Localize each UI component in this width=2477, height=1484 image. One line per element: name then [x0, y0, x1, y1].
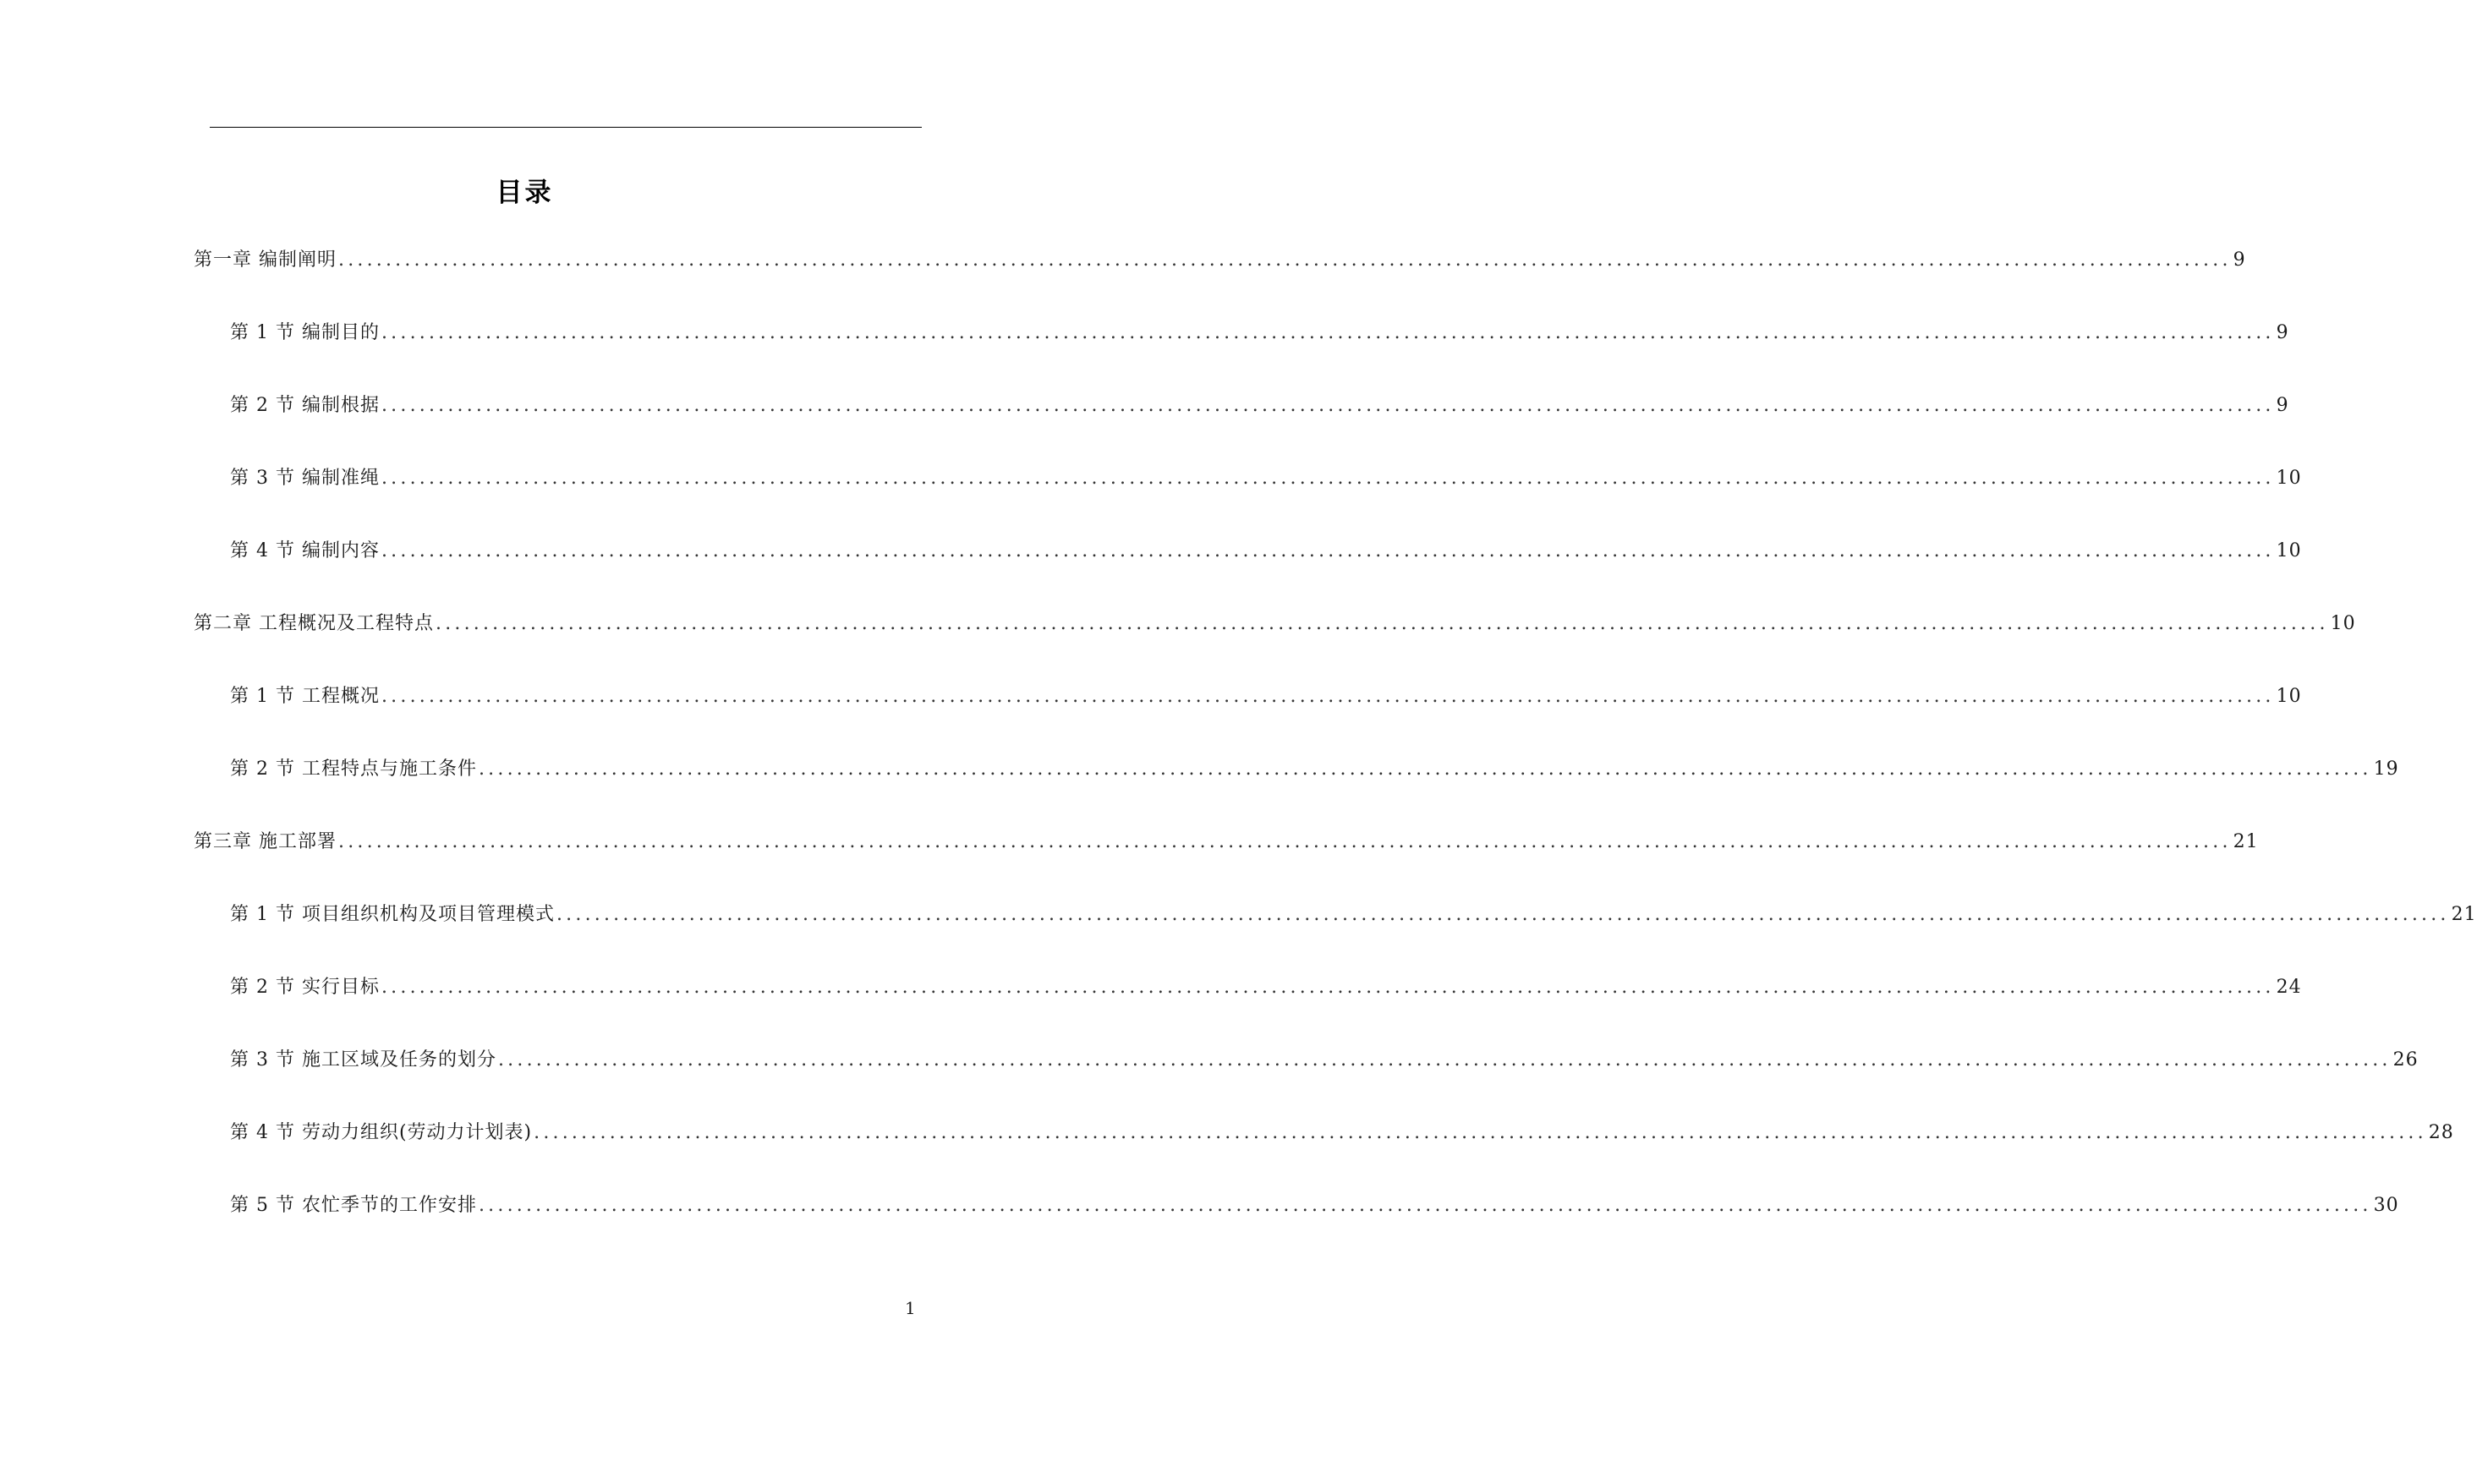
toc-entry-label: 第 2 节 编制根据	[230, 395, 380, 416]
toc-entry-page: 26	[2392, 1049, 2419, 1071]
toc-entry[interactable]	[230, 898, 2477, 932]
toc-entry-page: 9	[2276, 322, 2289, 343]
toc-entry[interactable]	[230, 753, 2399, 786]
toc-dot-leader: ........................................................................................................................................................................................................	[381, 540, 2275, 561]
toc-entry[interactable]	[230, 680, 2302, 714]
toc-entry-page: 30	[2373, 1195, 2399, 1216]
toc-entry-page: 10	[2276, 468, 2302, 489]
toc-entry-page: 10	[2276, 686, 2302, 707]
toc-entry[interactable]	[230, 534, 2302, 568]
toc-entry-page: 24	[2276, 977, 2302, 998]
toc-entry-label: 第 1 节 项目组织机构及项目管理模式	[230, 904, 555, 925]
toc-entry-label: 第 4 节 编制内容	[230, 540, 380, 561]
toc-entry-label: 第 3 节 施工区域及任务的划分	[230, 1049, 496, 1071]
toc-entry-label: 第三章 施工部署	[194, 831, 337, 852]
toc-entry-page: 10	[2330, 613, 2356, 634]
toc-dot-leader: ........................................................................................................................................................................................................	[338, 249, 2232, 271]
toc-entry[interactable]	[230, 389, 2289, 423]
toc-entry-label: 第 5 节 农忙季节的工作安排	[230, 1195, 477, 1216]
toc-entry[interactable]	[230, 971, 2302, 1005]
toc-entry-page: 21	[2451, 904, 2477, 925]
toc-entry-page: 19	[2373, 758, 2399, 780]
toc-dot-leader: ........................................................................................................................................................................................................	[381, 395, 2275, 416]
toc-title: 目录	[496, 178, 554, 208]
toc-entry-page: 28	[2428, 1122, 2454, 1143]
toc-entry[interactable]	[194, 825, 2259, 859]
toc-entry-label: 第 1 节 编制目的	[230, 322, 380, 343]
toc-dot-leader: ........................................................................................................................................................................................................	[497, 1049, 2392, 1071]
toc-entry-page: 21	[2233, 831, 2259, 852]
toc-entry-label: 第 4 节 劳动力组织(劳动力计划表)	[230, 1122, 533, 1143]
header-rule	[210, 127, 922, 128]
toc-entry-page: 9	[2233, 249, 2246, 271]
toc-entry-label: 第 3 节 编制准绳	[230, 468, 380, 489]
toc-entry-label: 第二章 工程概况及工程特点	[194, 613, 434, 634]
toc-entry[interactable]	[230, 1189, 2399, 1223]
toc-entry-label: 第一章 编制阐明	[194, 249, 337, 271]
toc-dot-leader: ........................................................................................................................................................................................................	[436, 613, 2329, 634]
toc-dot-leader: ........................................................................................................................................................................................................	[556, 904, 2450, 925]
toc-entry[interactable]	[230, 462, 2302, 496]
toc-entry[interactable]	[230, 1116, 2454, 1150]
page-number: 1	[905, 1298, 916, 1318]
toc-dot-leader: ........................................................................................................................................................................................................	[338, 831, 2232, 852]
toc-dot-leader: ........................................................................................................................................................................................................	[478, 758, 2372, 780]
toc-dot-leader: ........................................................................................................................................................................................................	[381, 468, 2275, 489]
toc-dot-leader: ........................................................................................................................................................................................................	[381, 977, 2275, 998]
toc-entry-label: 第 2 节 实行目标	[230, 977, 380, 998]
toc-entry[interactable]	[194, 607, 2356, 641]
toc-entry[interactable]	[194, 244, 2246, 277]
toc-dot-leader: ........................................................................................................................................................................................................	[381, 686, 2275, 707]
toc-entry-page: 9	[2276, 395, 2289, 416]
toc-dot-leader: ........................................................................................................................................................................................................	[478, 1195, 2372, 1216]
toc-entry-page: 10	[2276, 540, 2302, 561]
toc-dot-leader: ........................................................................................................................................................................................................	[381, 322, 2275, 343]
toc-dot-leader: ........................................................................................................................................................................................................	[534, 1122, 2427, 1143]
toc-entry-label: 第 1 节 工程概况	[230, 686, 380, 707]
toc-entry-label: 第 2 节 工程特点与施工条件	[230, 758, 477, 780]
toc-entry[interactable]	[230, 1043, 2419, 1077]
toc-entry[interactable]	[230, 316, 2289, 350]
